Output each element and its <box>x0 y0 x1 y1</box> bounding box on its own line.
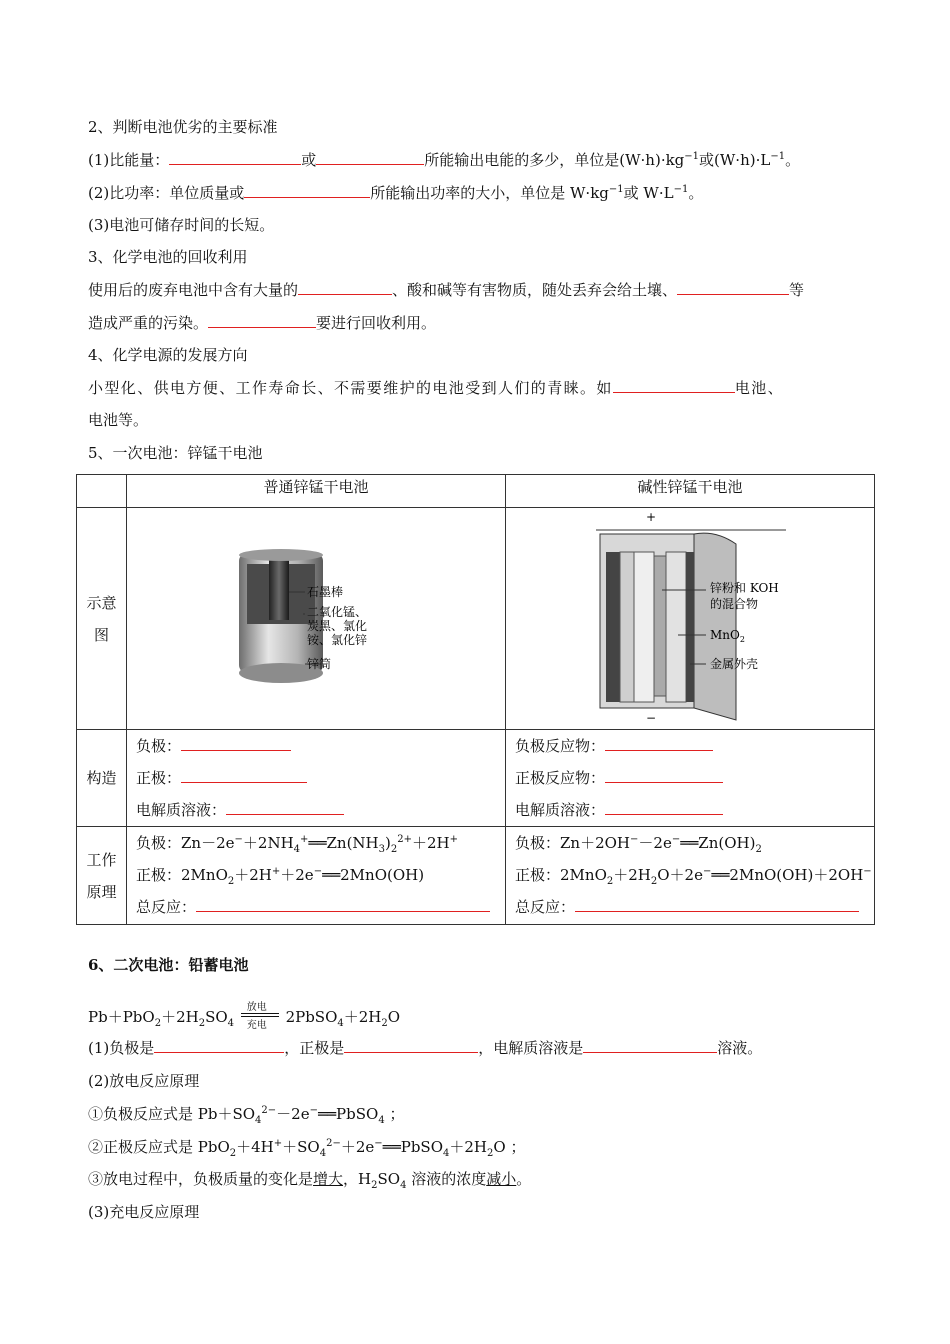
row-label-line: 示意 <box>86 593 117 612</box>
answer-blank[interactable] <box>583 1038 717 1053</box>
mno2-main: MnO <box>710 628 740 642</box>
corner-cell <box>77 475 127 508</box>
section-3-title: 3、化学电池的回收利用 <box>88 248 248 266</box>
text: 小型化、供电方便、工作寿命长、不需要维护的电池受到人们的青睐。如 <box>88 379 613 397</box>
col-header-alkaline: 碱性锌锰干电池 <box>506 475 875 508</box>
answer-blank[interactable] <box>613 378 735 393</box>
development-line-2: 电池等。 <box>88 411 149 429</box>
text: ②正极反应式是 PbO <box>88 1138 230 1156</box>
arrow-label-discharge: 放电 <box>246 1002 267 1013</box>
alkaline-negative-equation: 负极：$Zn+2OH^--2e^-══Zn(OH)_2$ <box>515 834 762 855</box>
structure-electrolyte <box>127 794 505 826</box>
label-zinc-koh-2: 的混合物 <box>710 597 759 611</box>
section-6-title: 6、二次电池：铅蓄电池 <box>88 956 249 974</box>
text: 等 <box>789 281 805 299</box>
section-4-title: 4、化学电源的发展方向 <box>88 346 248 364</box>
text: 或 <box>301 151 317 169</box>
text: 造成严重的污染。 <box>88 314 209 332</box>
superscript: −1 <box>684 151 700 162</box>
label-carbon: 炭黑、氯化 <box>307 619 368 633</box>
label-zinc-can: 锌筒 <box>307 657 332 671</box>
text: 负极反应物： <box>515 737 606 755</box>
text: (1)比能量： <box>88 151 170 169</box>
recycling-line-1 <box>88 280 804 300</box>
section-2-title: 2、判断电池优劣的主要标准 <box>88 118 278 136</box>
answer-blank[interactable] <box>244 183 370 198</box>
text: 要进行回收利用。 <box>316 314 437 332</box>
recycling-line-2 <box>88 313 436 333</box>
text: 正极反应物： <box>515 769 606 787</box>
label-zinc-koh-1: 锌粉和 KOH <box>710 581 779 595</box>
positive-reaction-line: ②正极反应式是 $PbO_2+4H^++SO_4^{2-}+2e^-══PbSO_4+2H_2O$ ； <box>88 1138 526 1159</box>
ordinary-negative-equation: 负极：$Zn-2e^-+2NH_4^+══Zn(NH_3)_2^{2+}+2H^+$ <box>136 834 458 855</box>
reversible-arrow <box>239 1002 281 1031</box>
text: 负极： <box>136 737 182 755</box>
text: 。 <box>688 184 704 202</box>
can-top <box>239 549 323 561</box>
text: 正极：2MnO <box>136 866 228 884</box>
row-label-line: 图 <box>93 625 109 644</box>
discharge-principle-title: (2)放电反应原理 <box>88 1072 200 1090</box>
text: 使用后的废弃电池中含有大量的 <box>88 281 299 299</box>
text: 负极：Zn＋2OH <box>515 834 631 852</box>
text: 。 <box>516 1170 532 1188</box>
answer-blank[interactable] <box>226 800 344 815</box>
alkaline-battery-diagram-cell <box>506 508 875 730</box>
text: 或 W·L <box>623 184 674 202</box>
text: 电解质溶液： <box>515 801 606 819</box>
alkaline-battery-diagram <box>506 508 874 725</box>
graphite-rod <box>269 552 289 620</box>
answer-blank[interactable] <box>605 768 723 783</box>
text: 、酸和碱等有害物质，随处丢弃会给土壤、 <box>392 281 678 299</box>
section-5-title: 5、一次电池：锌锰干电池 <box>88 444 263 462</box>
label-mno2: 二氧化锰、 <box>307 605 368 619</box>
answer-blank[interactable] <box>298 280 392 295</box>
label-graphite-rod: 石墨棒 <box>307 585 344 599</box>
label-metal-shell: 金属外壳 <box>710 657 759 671</box>
answer-blank[interactable] <box>344 1038 478 1053</box>
structure-negative-reactant <box>506 730 874 762</box>
answer-blank[interactable] <box>208 313 316 328</box>
text: ①负极反应式是 Pb＋SO <box>88 1105 256 1123</box>
text: ③放电过程中，负极质量的变化是 <box>88 1170 314 1188</box>
col-header-ordinary: 普通锌锰干电池 <box>127 475 506 508</box>
row-header-structure: 构造 <box>77 730 127 827</box>
text: ，电解质溶液是 <box>478 1039 584 1057</box>
discharge-change-line: ③放电过程中，负极质量的变化是增大，$H_2SO_4$ 溶液的浓度减小。 <box>88 1170 532 1191</box>
text: (1)负极是 <box>88 1039 155 1057</box>
lead-battery-equation: $Pb+PbO_2+2H_2SO_4$ 放电 充电 $2PbSO_4+2H_2O$ <box>88 1004 400 1027</box>
row-header-principle <box>77 827 127 925</box>
ordinary-battery-diagram-cell <box>127 508 506 730</box>
answer-decrease: 减小 <box>486 1170 517 1188</box>
structure-negative <box>127 730 505 762</box>
structure-positive-reactant <box>506 762 874 794</box>
label-mno2-alk <box>710 628 745 644</box>
text: 或(W·h)·L <box>699 151 771 169</box>
electrode-line <box>88 1038 762 1058</box>
superscript: −1 <box>770 151 786 162</box>
row-label-line: 工作 <box>86 850 117 869</box>
answer-blank[interactable] <box>316 150 424 165</box>
text: ，正极是 <box>284 1039 345 1057</box>
answer-blank[interactable] <box>196 897 490 912</box>
answer-blank[interactable] <box>575 897 859 912</box>
label-positive: + <box>646 510 657 524</box>
ordinary-principle-cell <box>127 827 506 925</box>
text: 负极：Zn－2e <box>136 834 235 852</box>
ordinary-battery-diagram <box>127 508 505 725</box>
text: 总反应： <box>136 898 197 916</box>
label-nh4cl: 铵、氯化锌 <box>307 633 368 647</box>
structure-electrolyte-alk <box>506 794 874 826</box>
ordinary-positive-equation: 正极：2MnO$_2$＋2H+＋2e−══2MnO(OH) <box>136 866 425 887</box>
specific-energy-line <box>88 150 800 170</box>
text: 正极：2MnO <box>515 866 607 884</box>
text: 溶液的浓度 <box>411 1170 487 1188</box>
mno2-sub: 2 <box>739 635 745 644</box>
alkaline-positive-equation: 正极：$2MnO_2+2H_2O+2e^-══2MnO(OH)+2OH^-$ <box>515 866 872 887</box>
alkaline-structure-cell <box>506 730 875 827</box>
text: 正极： <box>136 769 182 787</box>
charge-principle-title: (3)充电反应原理 <box>88 1203 200 1221</box>
answer-blank[interactable] <box>154 1038 284 1053</box>
specific-power-line <box>88 183 703 203</box>
answer-blank[interactable] <box>169 150 301 165</box>
text: 。 <box>785 151 801 169</box>
label-negative: − <box>646 711 657 725</box>
negative-reaction-line: ①负极反应式是 $Pb+SO_4^{2-}-2e^-══PbSO_4$ ； <box>88 1105 405 1126</box>
text: 所能输出电能的多少，单位是(W·h)·kg <box>424 151 685 169</box>
answer-blank[interactable] <box>605 736 713 751</box>
text: ，H <box>343 1170 372 1188</box>
superscript: −1 <box>673 184 689 195</box>
text: 溶液。 <box>717 1039 763 1057</box>
structure-positive <box>127 762 505 794</box>
storage-time-line: (3)电池可储存时间的长短。 <box>88 216 275 234</box>
ordinary-total-reaction <box>127 891 505 923</box>
answer-blank[interactable] <box>605 800 723 815</box>
answer-blank[interactable] <box>181 768 307 783</box>
development-line-1 <box>88 378 784 398</box>
ordinary-structure-cell <box>127 730 506 827</box>
superscript: −1 <box>608 184 624 195</box>
row-label-line: 原理 <box>86 882 117 901</box>
text: 电解质溶液： <box>136 801 227 819</box>
alkaline-principle-cell <box>506 827 875 925</box>
text: 总反应： <box>515 898 576 916</box>
answer-blank[interactable] <box>181 736 291 751</box>
zinc-manganese-table <box>76 474 875 925</box>
row-header-diagram <box>77 508 127 730</box>
text: 所能输出功率的大小，单位是 W·kg <box>370 184 609 202</box>
alkaline-total-reaction <box>506 891 874 923</box>
text: 电池、 <box>734 379 785 397</box>
text: (2)比功率：单位质量或 <box>88 184 245 202</box>
answer-increase: 增大 <box>313 1170 344 1188</box>
arrow-label-charge: 充电 <box>246 1020 267 1031</box>
answer-blank[interactable] <box>677 280 789 295</box>
